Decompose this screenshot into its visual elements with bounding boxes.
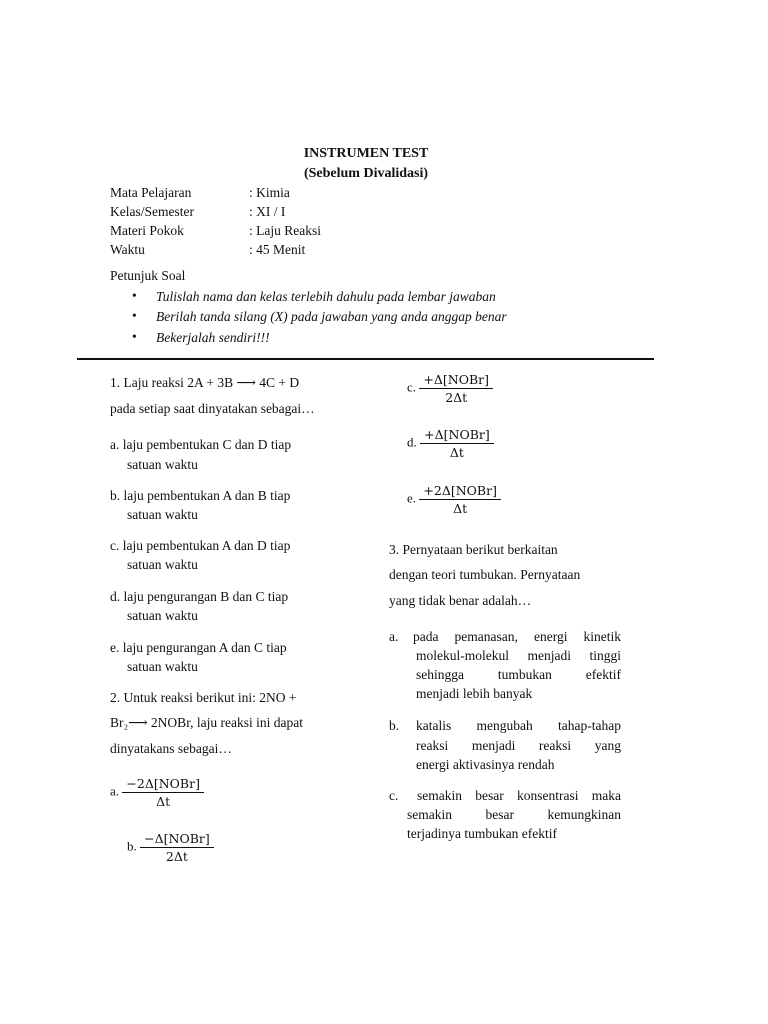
q2-option-e[interactable] — [407, 483, 501, 516]
q2-option-a[interactable] — [110, 776, 204, 809]
q3-option-a-line: sehingga tumbukan efektif — [416, 667, 621, 682]
info-value-subject: : Kimia — [249, 185, 290, 200]
q3-text-line2: dengan teori tumbukan. Pernyataan — [389, 567, 581, 582]
fraction-denominator: Δt — [449, 445, 464, 460]
q2-option-b[interactable] — [127, 831, 214, 864]
info-value-class: : XI / I — [249, 204, 286, 219]
q3-option-a-line: molekul-molekul menjadi tinggi — [416, 648, 621, 663]
q2-option-c[interactable] — [407, 372, 493, 405]
fraction-denominator: 2Δt — [165, 849, 188, 864]
q1-option-e[interactable]: e. laju pengurangan A dan C tiap — [110, 640, 287, 655]
instruction-item: Berilah tanda silang (X) pada jawaban yang anda anggap benar — [156, 309, 507, 324]
info-label-topic: Materi Pokok — [110, 223, 184, 238]
q2-option-c-label: c. — [407, 379, 417, 395]
q2-option-c-fraction — [419, 372, 493, 405]
q3-option-c-line: terjadinya tumbukan efektif — [407, 826, 557, 841]
q2-text-line3: dinyatakans sebagai… — [110, 741, 232, 756]
document-subtitle: (Sebelum Divalidasi) — [303, 166, 429, 181]
horizontal-divider — [77, 358, 654, 360]
q3-option-b-label: b. — [389, 718, 400, 733]
q2-option-a-label: a. — [110, 783, 120, 799]
q3-option-a[interactable] — [389, 629, 398, 645]
q2-option-b-fraction — [140, 831, 214, 864]
q3-option-b[interactable] — [389, 718, 399, 734]
q2-text-line2: Br₂⟶ 2NOBr, laju reaksi ini dapat — [110, 715, 303, 730]
q2-option-e-label: e. — [407, 490, 417, 506]
q2-option-d[interactable] — [407, 427, 494, 460]
q2-option-a-fraction — [122, 776, 204, 809]
q1-text-line2: pada setiap saat dinyatakan sebagai… — [110, 401, 315, 416]
q3-option-c-line: semakin besar konsentrasi maka — [417, 788, 621, 803]
fraction-numerator: −Δ[NOBr] — [140, 831, 214, 848]
q3-option-b-line: energi aktivasinya rendah — [416, 757, 555, 772]
info-label-time: Waktu — [110, 242, 145, 257]
info-label-subject: Mata Pelajaran — [110, 185, 192, 200]
q1-option-d-cont: satuan waktu — [127, 608, 198, 623]
info-value-topic: : Laju Reaksi — [249, 223, 321, 238]
q1-option-a[interactable]: a. laju pembentukan C dan D tiap — [110, 437, 292, 452]
q2-option-b-label: b. — [127, 838, 137, 854]
instruction-item: Bekerjalah sendiri!!! — [156, 330, 270, 345]
fraction-numerator: +Δ[NOBr] — [420, 427, 494, 444]
q1-option-e-cont: satuan waktu — [127, 659, 198, 674]
fraction-numerator: +Δ[NOBr] — [419, 372, 493, 389]
fraction-numerator: +2Δ[NOBr] — [419, 483, 501, 500]
q1-option-b-cont: satuan waktu — [127, 507, 198, 522]
fraction-denominator: 2Δt — [445, 390, 468, 405]
q1-option-a-cont: satuan waktu — [127, 457, 198, 472]
q3-option-a-label: a. — [389, 629, 399, 644]
q1-option-d[interactable]: d. laju pengurangan B dan C tiap — [110, 589, 289, 604]
instructions-heading: Petunjuk Soal — [110, 268, 186, 283]
document-title: INSTRUMEN TEST — [303, 146, 429, 161]
fraction-numerator: −2Δ[NOBr] — [122, 776, 204, 793]
q2-option-d-label: d. — [407, 434, 417, 450]
info-label-class: Kelas/Semester — [110, 204, 194, 219]
q3-option-b-line: reaksi menjadi reaksi yang — [416, 738, 621, 753]
q3-option-b-line: katalis mengubah tahap-tahap — [416, 718, 621, 733]
q3-option-a-line: menjadi lebih banyak — [416, 686, 533, 701]
fraction-denominator: Δt — [453, 501, 468, 516]
q1-option-c[interactable]: c. laju pembentukan A dan D tiap — [110, 538, 291, 553]
q3-text-line3: yang tidak benar adalah… — [389, 593, 532, 608]
q3-option-c-line: semakin besar kemungkinan — [407, 807, 621, 822]
bullet-icon: • — [132, 288, 137, 303]
q3-text-line1: 3. Pernyataan berikut berkaitan — [389, 542, 558, 557]
info-value-time: : 45 Menit — [249, 242, 306, 257]
q3-option-a-line: pada pemanasan, energi kinetik — [413, 629, 621, 644]
bullet-icon: • — [132, 308, 137, 323]
q1-option-c-cont: satuan waktu — [127, 557, 198, 572]
q1-text-line1: 1. Laju reaksi 2A + 3B ⟶ 4C + D — [110, 375, 300, 390]
q2-text-line1: 2. Untuk reaksi berikut ini: 2NO + — [110, 690, 297, 705]
q2-option-d-fraction — [420, 427, 494, 460]
fraction-denominator: Δt — [156, 794, 171, 809]
instruction-item: Tulislah nama dan kelas terlebih dahulu pada lembar jawaban — [156, 289, 496, 304]
q3-option-c-label: c. — [389, 788, 399, 803]
q2-option-e-fraction — [419, 483, 501, 516]
bullet-icon: • — [132, 329, 137, 344]
q3-option-c[interactable] — [389, 788, 398, 804]
q1-option-b[interactable]: b. laju pembentukan A dan B tiap — [110, 488, 291, 503]
